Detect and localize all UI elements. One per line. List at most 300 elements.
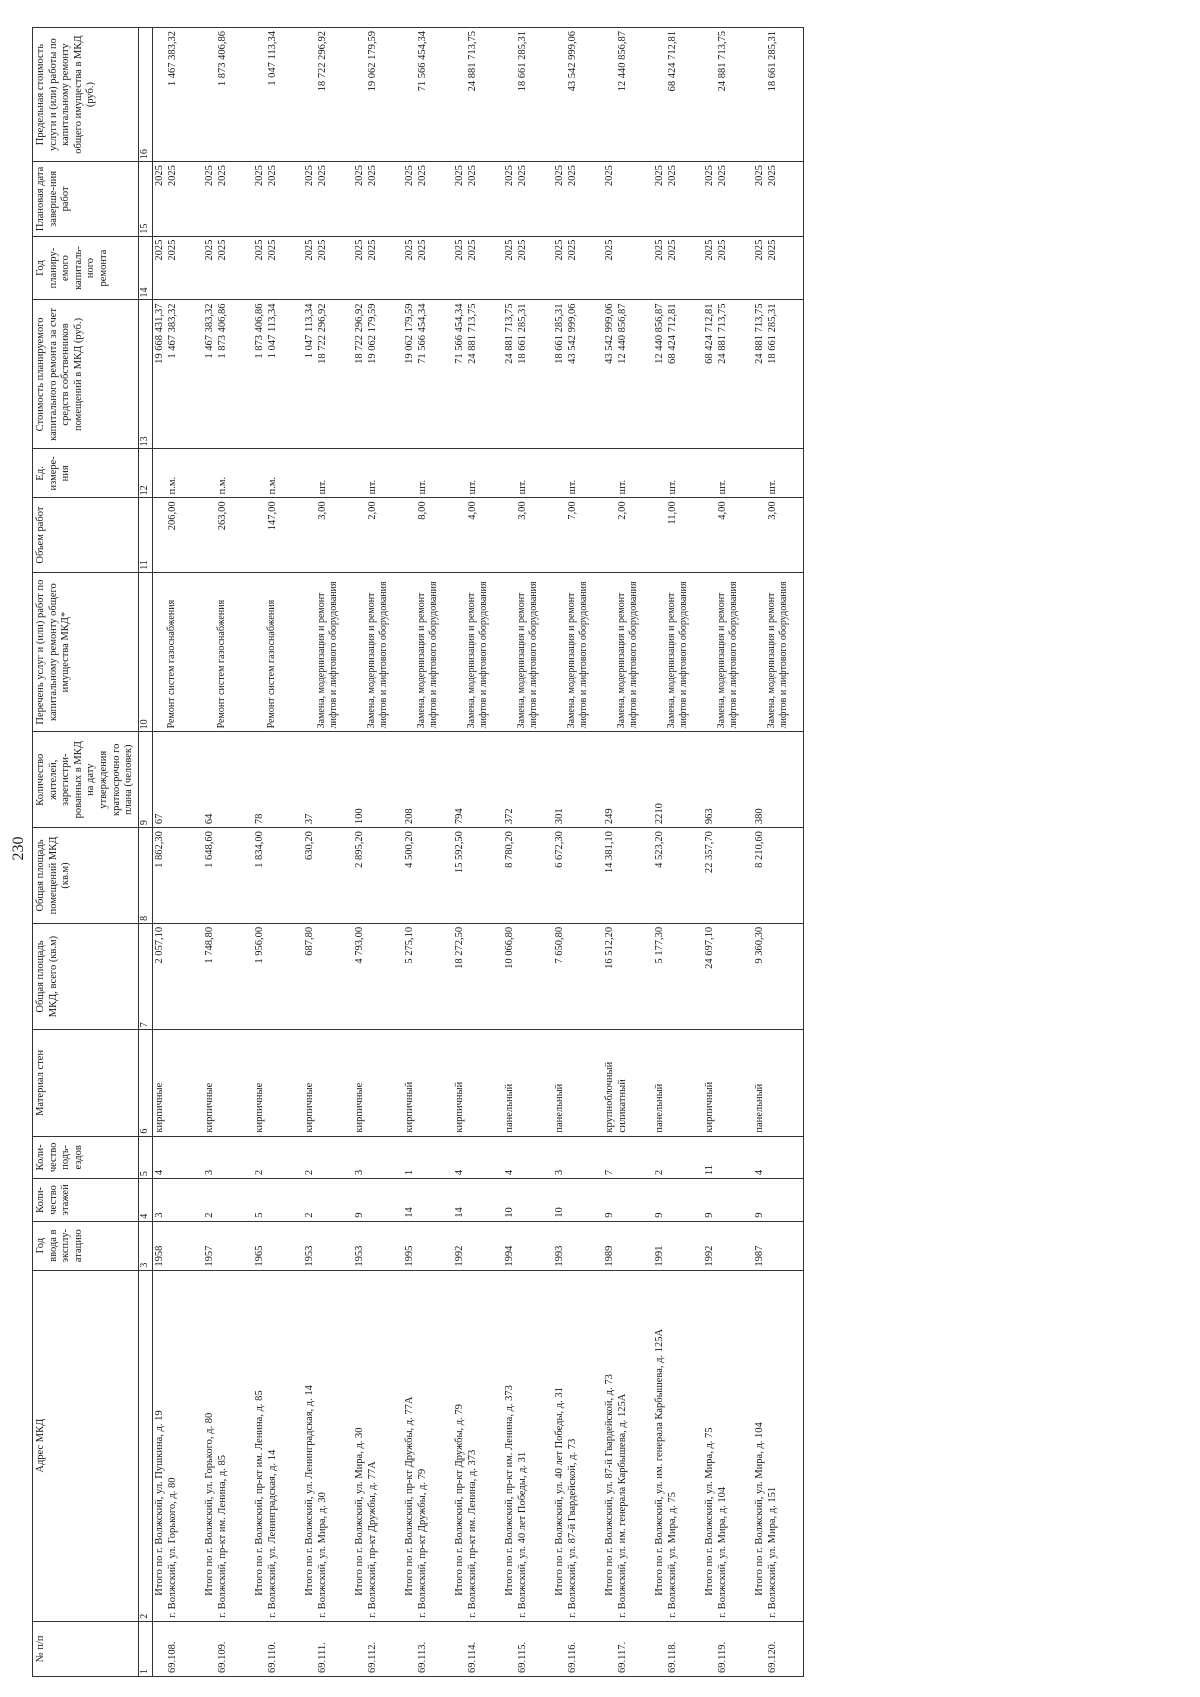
limit-cost: 71 566 454,34: [416, 31, 428, 92]
planned-cost: 24 881 713,75: [716, 303, 728, 364]
year-cell: [653, 1221, 703, 1270]
completion-year-prev: 2025: [453, 165, 465, 187]
year-cell: [353, 1221, 403, 1270]
entrances-cell: [753, 1136, 804, 1179]
work-description: Замена, модернизация и ремонт лифтов и лифтового оборудования: [515, 581, 540, 729]
spacer: [753, 576, 766, 729]
row-number-cell: [753, 1621, 804, 1676]
area-rooms: 630,20: [303, 831, 315, 860]
repair-year-cell: [753, 236, 804, 300]
residents-count: 208: [403, 808, 415, 825]
spacer: [453, 452, 466, 494]
work-description: Замена, модернизация и ремонт лифтов и лифтового оборудования: [665, 581, 690, 729]
completion-cell: [753, 162, 804, 236]
planned-cost: 68 424 712,81: [666, 303, 678, 364]
area-total: 10 066,80: [503, 926, 515, 969]
row-number-value: 69.114.: [466, 1641, 478, 1673]
spacer: [603, 576, 616, 729]
repair-year-cell: [303, 236, 353, 300]
spacer: [353, 501, 366, 568]
work-volume: 4,00: [716, 501, 728, 520]
area-rooms: 4 500,20: [403, 831, 415, 868]
column-number: 8: [138, 828, 152, 924]
column-number: 3: [138, 1221, 152, 1270]
area-rooms-cell: [152, 828, 203, 924]
completion-year-prev: 2025: [203, 165, 215, 187]
walls-cell: [503, 1030, 553, 1136]
entrances-count: 3: [203, 1169, 215, 1176]
work-cell: [152, 572, 203, 732]
area-rooms: 15 592,50: [453, 831, 465, 874]
row-number-value: 69.119.: [716, 1641, 728, 1673]
volume-cell: [553, 498, 603, 572]
commission-year: 1994: [503, 1245, 515, 1267]
column-number: 14: [138, 236, 152, 300]
unit-cell: [253, 449, 303, 498]
work-volume: 147,00: [266, 501, 278, 531]
spacer: [503, 501, 516, 568]
floors-cell: [403, 1179, 453, 1222]
entrances-count: 11: [703, 1165, 715, 1176]
previous-total-label: Итого по г. Волжский, пр-кт им. Ленина, д. 373: [503, 1385, 515, 1596]
header-row: [33, 28, 139, 1677]
planned-cost: 18 661 285,31: [516, 303, 528, 364]
residents-cell: [703, 732, 753, 828]
work-description: Замена, модернизация и ремонт лифтов и лифтового оборудования: [715, 581, 740, 729]
repair-year: 2025: [316, 239, 328, 261]
walls-cell: [553, 1030, 603, 1136]
row-number-value: 69.110.: [266, 1641, 278, 1673]
limit-cost: 1 047 113,34: [266, 31, 278, 86]
column-header: Ед. измере-ния: [33, 449, 139, 498]
spacer: [353, 576, 366, 729]
row-number: [503, 1625, 516, 1673]
unit: п.м.: [166, 476, 178, 495]
wall-material: кирпичные: [253, 1082, 265, 1133]
entrances-count: 2: [303, 1169, 315, 1176]
repair-year-prev: 2025: [603, 239, 615, 261]
previous-total-label: Итого по г. Волжский, ул. Горького, д. 80: [203, 1412, 215, 1596]
limit-cell: [553, 28, 603, 162]
area-rooms-cell: [403, 828, 453, 924]
area-rooms: 14 381,10: [603, 831, 615, 874]
residents-cell: [353, 732, 403, 828]
row-number-value: 69.108.: [166, 1641, 178, 1673]
completion-year: 2025: [216, 165, 228, 187]
completion-year: 2025: [266, 165, 278, 187]
repair-year-prev: 2025: [703, 239, 715, 261]
cost-cell: [403, 300, 453, 449]
spacer: [453, 31, 466, 158]
walls-cell: [703, 1030, 753, 1136]
commission-year: 1957: [203, 1245, 215, 1267]
area-total: 687,80: [303, 926, 315, 956]
planned-cost: 1 047 113,34: [266, 303, 278, 359]
work-volume: 2,00: [366, 501, 378, 520]
floors-count: 2: [203, 1212, 215, 1218]
area-rooms: 1 648,60: [203, 831, 215, 868]
area-rooms: 8 780,20: [503, 831, 515, 868]
volume-cell: [753, 498, 804, 572]
floors-count: 5: [253, 1212, 265, 1218]
work-description: Ремонт систем газоснабжения: [265, 599, 277, 729]
repair-year: 2025: [716, 239, 728, 261]
commission-year: 1995: [403, 1245, 415, 1267]
wall-material: кирпичные: [303, 1082, 315, 1133]
floors-count: 3: [153, 1212, 165, 1218]
table-row: [553, 28, 603, 1677]
spacer: [153, 576, 166, 729]
row-number: [303, 1625, 316, 1673]
column-header: Объем работ: [33, 498, 139, 572]
entrances-cell: [603, 1136, 653, 1179]
column-header: Год планиру-емого капиталь-ного ремонта: [33, 236, 139, 300]
document-page: [10, 20, 1180, 1677]
repair-year-prev: 2025: [553, 239, 565, 261]
row-number-cell: [653, 1621, 703, 1676]
cost-cell: [203, 300, 253, 449]
row-number-value: 69.116.: [566, 1641, 578, 1673]
spacer: [403, 576, 416, 729]
entrances-cell: [703, 1136, 753, 1179]
work-cell: [303, 572, 353, 732]
area-total: 7 650,80: [553, 926, 565, 964]
repair-year-cell: [503, 236, 553, 300]
spacer: [253, 576, 266, 729]
residents-cell: [253, 732, 303, 828]
work-volume: 3,00: [516, 501, 528, 520]
repair-year: 2025: [666, 239, 678, 261]
row-number-cell: [553, 1621, 603, 1676]
previous-total-cost: 71 566 454,34: [453, 303, 465, 364]
address-cell: [453, 1270, 503, 1621]
column-number: 10: [138, 572, 152, 732]
residents-count: 67: [153, 813, 165, 825]
year-cell: [753, 1221, 804, 1270]
year-cell: [152, 1221, 203, 1270]
planned-cost: 12 440 856,87: [616, 303, 628, 364]
spacer: [303, 452, 316, 494]
unit-cell: [753, 449, 804, 498]
limit-cell: [603, 28, 653, 162]
area-total-cell: [253, 923, 303, 1029]
column-header: № п/п: [33, 1621, 139, 1676]
floors-cell: [453, 1179, 503, 1222]
residents-cell: [653, 732, 703, 828]
residents-count: 100: [353, 808, 365, 825]
cost-cell: [353, 300, 403, 449]
area-total-cell: [703, 923, 753, 1029]
address-cell: [653, 1270, 703, 1621]
year-cell: [503, 1221, 553, 1270]
repair-year: 2025: [166, 239, 178, 261]
commission-year: 1958: [153, 1245, 165, 1267]
spacer: [353, 31, 366, 158]
planned-cost: 43 542 999,06: [566, 303, 578, 364]
area-rooms-cell: [703, 828, 753, 924]
unit: шт.: [366, 479, 378, 495]
residents-cell: [503, 732, 553, 828]
spacer: [303, 31, 316, 158]
row-number: [603, 1625, 616, 1673]
unit: п.м.: [266, 476, 278, 495]
address-cell: [553, 1270, 603, 1621]
spacer: [453, 501, 466, 568]
unit-cell: [703, 449, 753, 498]
area-total-cell: [203, 923, 253, 1029]
row-number-cell: [353, 1621, 403, 1676]
address-text: г. Волжский, ул. 87-й Гвардейской, д. 73: [566, 1438, 578, 1618]
entrances-count: 4: [153, 1169, 165, 1176]
spacer: [153, 501, 166, 568]
work-description: Замена, модернизация и ремонт лифтов и лифтового оборудования: [365, 581, 390, 729]
column-header: Количество жителей, зарегистри-рованных в МКД на дату утверждения краткосрочно го плана (человек): [33, 732, 139, 828]
completion-year-prev: 2025: [703, 165, 715, 187]
area-rooms-cell: [503, 828, 553, 924]
unit: шт.: [466, 479, 478, 495]
address-text: г. Волжский, ул. Мира, д. 30: [316, 1492, 328, 1618]
table-row: [753, 28, 804, 1677]
volume-cell: [403, 498, 453, 572]
spacer: [303, 501, 316, 568]
residents-count: 963: [703, 808, 715, 825]
completion-year-prev: 2025: [403, 165, 415, 187]
spacer: [703, 31, 716, 158]
planned-cost: 18 722 296,92: [316, 303, 328, 364]
area-rooms-cell: [303, 828, 353, 924]
spacer: [253, 452, 266, 494]
spacer: [653, 452, 666, 494]
repair-year-prev: 2025: [753, 239, 765, 261]
planned-cost: 1 873 406,86: [216, 303, 228, 359]
commission-year: 1992: [453, 1245, 465, 1267]
area-total: 24 697,10: [703, 926, 715, 969]
previous-total-cost: 43 542 999,06: [603, 303, 615, 364]
row-number-value: 69.120.: [766, 1641, 778, 1673]
walls-cell: [203, 1030, 253, 1136]
cost-cell: [753, 300, 804, 449]
address-text: г. Волжский, ул. Ленинградская, д. 14: [266, 1449, 278, 1618]
work-cell: [753, 572, 804, 732]
spacer: [153, 452, 166, 494]
spacer: [403, 501, 416, 568]
spacer: [603, 31, 616, 158]
residents-count: 37: [303, 813, 315, 825]
unit: шт.: [716, 479, 728, 495]
completion-year: 2025: [566, 165, 578, 187]
work-cell: [703, 572, 753, 732]
completion-cell: [203, 162, 253, 236]
row-number-cell: [503, 1621, 553, 1676]
column-number: 5: [138, 1136, 152, 1179]
address-text: г. Волжский, пр-кт им. Ленина, д. 373: [466, 1449, 478, 1618]
residents-count: 78: [253, 813, 265, 825]
spacer: [203, 576, 216, 729]
year-cell: [453, 1221, 503, 1270]
row-number-cell: [203, 1621, 253, 1676]
floors-count: 9: [653, 1212, 665, 1218]
walls-cell: [603, 1030, 653, 1136]
residents-count: 794: [453, 808, 465, 825]
area-rooms: 6 672,30: [553, 831, 565, 868]
repair-year: 2025: [266, 239, 278, 261]
column-number: 9: [138, 732, 152, 828]
completion-cell: [453, 162, 503, 236]
limit-cost: 18 722 296,92: [316, 31, 328, 92]
wall-material: кирпичный: [403, 1081, 415, 1133]
row-number-cell: [703, 1621, 753, 1676]
floors-cell: [503, 1179, 553, 1222]
entrances-cell: [403, 1136, 453, 1179]
limit-cell: [253, 28, 303, 162]
entrances-count: 3: [353, 1169, 365, 1176]
year-cell: [703, 1221, 753, 1270]
completion-year: 2025: [166, 165, 178, 187]
entrances-count: 2: [653, 1169, 665, 1176]
entrances-cell: [353, 1136, 403, 1179]
planned-cost: 24 881 713,75: [466, 303, 478, 364]
limit-cell: [503, 28, 553, 162]
table-row: [703, 28, 753, 1677]
completion-cell: [653, 162, 703, 236]
unit: шт.: [566, 479, 578, 495]
repair-year-prev: 2025: [353, 239, 365, 261]
column-header: Год ввода в эксплу-атацию: [33, 1221, 139, 1270]
unit-cell: [603, 449, 653, 498]
completion-year-prev: 2025: [753, 165, 765, 187]
entrances-count: 4: [503, 1169, 515, 1176]
previous-total-label: Итого по г. Волжский, ул. 40 лет Победы, д. 31: [553, 1387, 565, 1596]
work-description: Ремонт систем газоснабжения: [165, 599, 177, 729]
wall-material: кирпичный: [703, 1081, 715, 1133]
address-cell: [753, 1270, 804, 1621]
floors-count: 10: [503, 1207, 515, 1218]
address-text: г. Волжский, ул. Мира, д. 75: [666, 1492, 678, 1618]
limit-cost: 1 873 406,86: [216, 31, 228, 87]
completion-year-prev: 2025: [603, 165, 615, 187]
entrances-count: 1: [403, 1169, 415, 1176]
repair-year-prev: 2025: [453, 239, 465, 261]
limit-cost: 18 661 285,31: [516, 31, 528, 92]
completion-cell: [403, 162, 453, 236]
cost-cell: [152, 300, 203, 449]
completion-cell: [353, 162, 403, 236]
spacer: [553, 501, 566, 568]
unit: шт.: [516, 479, 528, 495]
spacer: [653, 501, 666, 568]
completion-year-prev: 2025: [303, 165, 315, 187]
limit-cost: 18 661 285,31: [766, 31, 778, 92]
row-number: [753, 1625, 766, 1673]
repair-year-prev: 2025: [203, 239, 215, 261]
unit-cell: [453, 449, 503, 498]
commission-year: 1987: [753, 1245, 765, 1267]
completion-cell: [703, 162, 753, 236]
repair-year: 2025: [366, 239, 378, 261]
cost-cell: [703, 300, 753, 449]
area-total-cell: [603, 923, 653, 1029]
spacer: [753, 501, 766, 568]
repair-year-cell: [353, 236, 403, 300]
previous-total-cost: 68 424 712,81: [703, 303, 715, 364]
row-number: [403, 1625, 416, 1673]
column-header: Коли-чество подъ-ездов: [33, 1136, 139, 1179]
area-total: 18 272,50: [453, 926, 465, 969]
entrances-cell: [303, 1136, 353, 1179]
planned-cost: 1 467 383,32: [166, 303, 178, 359]
repair-year-cell: [203, 236, 253, 300]
column-number: 6: [138, 1030, 152, 1136]
residents-cell: [553, 732, 603, 828]
address-cell: [703, 1270, 753, 1621]
previous-total-label: Итого по г. Волжский, пр-кт им. Ленина, д. 85: [253, 1390, 265, 1596]
volume-cell: [653, 498, 703, 572]
row-number: [203, 1625, 216, 1673]
entrances-count: 2: [253, 1169, 265, 1176]
year-cell: [403, 1221, 453, 1270]
column-header: Стоимость планируемого капитального ремонта за счет средств собственников помещений в МКД (руб.): [33, 300, 139, 449]
year-cell: [553, 1221, 603, 1270]
unit: п.м.: [216, 476, 228, 495]
spacer: [503, 452, 516, 494]
completion-year: 2025: [666, 165, 678, 187]
previous-total-label: Итого по г. Волжский, ул. Ленинградская, д. 14: [303, 1385, 315, 1596]
area-rooms: 2 895,20: [353, 831, 365, 868]
entrances-cell: [553, 1136, 603, 1179]
year-cell: [203, 1221, 253, 1270]
work-volume: 2,00: [616, 501, 628, 520]
residents-cell: [203, 732, 253, 828]
work-volume: 3,00: [316, 501, 328, 520]
entrances-count: 7: [603, 1169, 615, 1176]
row-number-value: 69.118.: [666, 1641, 678, 1673]
unit-cell: [553, 449, 603, 498]
column-header: Адрес МКД: [33, 1270, 139, 1621]
floors-count: 9: [753, 1212, 765, 1218]
limit-cell: [453, 28, 503, 162]
completion-year-prev: 2025: [153, 165, 165, 187]
floors-cell: [653, 1179, 703, 1222]
residents-count: 249: [603, 808, 615, 825]
floors-count: 9: [603, 1212, 615, 1218]
completion-year: 2025: [366, 165, 378, 187]
work-cell: [253, 572, 303, 732]
entrances-cell: [152, 1136, 203, 1179]
work-volume: 11,00: [666, 501, 678, 525]
work-volume: 3,00: [766, 501, 778, 520]
area-rooms: 22 357,70: [703, 831, 715, 874]
entrances-cell: [203, 1136, 253, 1179]
work-description: Замена, модернизация и ремонт лифтов и лифтового оборудования: [465, 581, 490, 729]
area-rooms-cell: [203, 828, 253, 924]
repair-year-prev: 2025: [253, 239, 265, 261]
previous-total-label: Итого по г. Волжский, ул. Мира, д. 75: [703, 1427, 715, 1596]
unit: шт.: [316, 479, 328, 495]
spacer: [653, 576, 666, 729]
volume-cell: [303, 498, 353, 572]
completion-year: 2025: [316, 165, 328, 187]
residents-cell: [603, 732, 653, 828]
previous-total-label: Итого по г. Волжский, ул. им. генерала Карбышева, д. 125А: [653, 1328, 665, 1596]
cost-cell: [303, 300, 353, 449]
floors-cell: [753, 1179, 804, 1222]
cost-cell: [553, 300, 603, 449]
area-total: 5 275,10: [403, 926, 415, 964]
limit-cell: [403, 28, 453, 162]
spacer: [203, 31, 216, 158]
column-header: Коли-чество этажей: [33, 1179, 139, 1222]
entrances-count: 3: [553, 1169, 565, 1176]
